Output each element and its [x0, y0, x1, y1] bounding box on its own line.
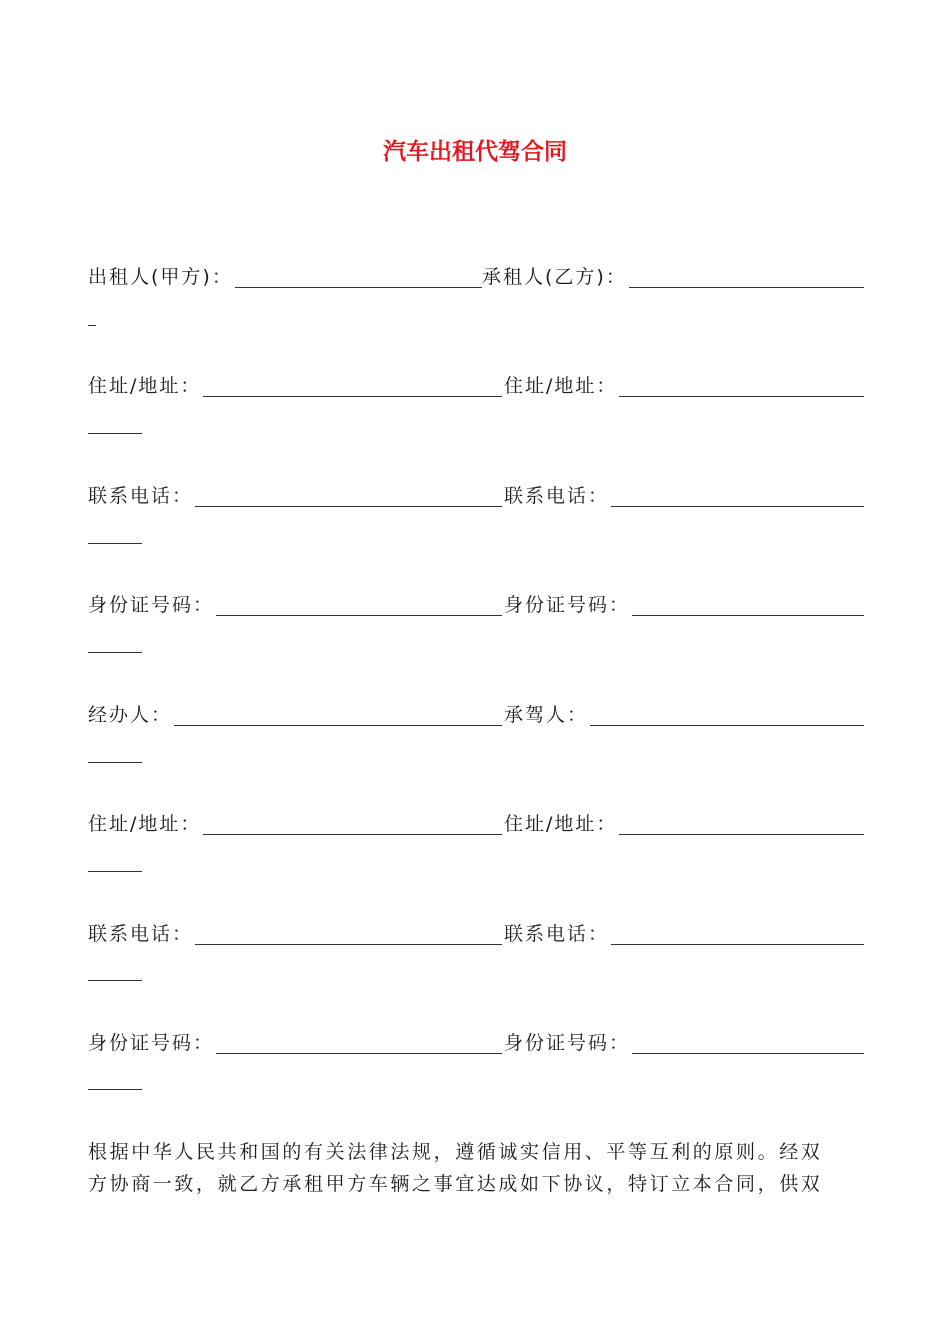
lessee-blank-line[interactable]: [629, 267, 864, 288]
agent-phone-label: 联系电话：: [88, 923, 194, 945]
agent-phone-field[interactable]: [88, 919, 502, 949]
agent-driver-row: [88, 700, 864, 730]
driver-phone-field[interactable]: [504, 919, 864, 949]
lessee-phone-label: 联系电话：: [504, 485, 610, 507]
driver-phone-label: 联系电话：: [504, 923, 610, 945]
phone-row-1: [88, 481, 864, 511]
party-row-lessor-lessee: [88, 262, 864, 292]
lessee-address-line-continuation: [88, 433, 142, 434]
document-title: 汽车出租代驾合同: [383, 139, 567, 165]
lessor-address-label: 住址/地址：: [88, 375, 202, 397]
id-row-2: [88, 1028, 864, 1058]
phone-row-2: [88, 919, 864, 949]
driver-address-label: 住址/地址：: [504, 813, 618, 835]
lessor-label: 出租人(甲方)：: [88, 266, 233, 288]
driver-id-blank-line[interactable]: [632, 1033, 864, 1054]
driver-phone-line-continuation: [88, 980, 142, 981]
lessor-phone-field[interactable]: [88, 481, 502, 511]
agent-address-field[interactable]: [88, 809, 502, 839]
lessee-id-label: 身份证号码：: [504, 594, 631, 616]
lessee-address-field[interactable]: [504, 371, 864, 401]
agent-label: 经办人：: [88, 704, 173, 726]
agent-id-blank-line[interactable]: [216, 1033, 502, 1054]
contract-preamble-paragraph: [88, 1136, 864, 1200]
lessor-phone-blank-line[interactable]: [195, 486, 502, 507]
lessee-id-line-continuation: [88, 652, 142, 653]
preamble-line-1: 根据中华人民共和国的有关法律法规，遵循诚实信用、平等互利的原则。经双: [88, 1141, 823, 1163]
lessor-id-label: 身份证号码：: [88, 594, 215, 616]
lessee-label: 承租人(乙方)：: [482, 266, 627, 288]
lessee-address-label: 住址/地址：: [504, 375, 618, 397]
agent-address-blank-line[interactable]: [203, 814, 502, 835]
driver-field[interactable]: [504, 700, 864, 730]
lessee-phone-blank-line[interactable]: [611, 486, 864, 507]
lessee-address-blank-line[interactable]: [619, 376, 864, 397]
lessee-phone-line-continuation: [88, 543, 142, 544]
agent-address-label: 住址/地址：: [88, 813, 202, 835]
lessee-field[interactable]: [482, 262, 864, 292]
driver-line-continuation: [88, 762, 142, 763]
lessee-phone-field[interactable]: [504, 481, 864, 511]
preamble-line-2: 方协商一致，就乙方承租甲方车辆之事宜达成如下协议，特订立本合同，供双: [88, 1173, 823, 1195]
lessor-address-field[interactable]: [88, 371, 502, 401]
driver-address-blank-line[interactable]: [619, 814, 864, 835]
agent-id-field[interactable]: [88, 1028, 502, 1058]
lessor-address-blank-line[interactable]: [203, 376, 502, 397]
lessee-id-field[interactable]: [504, 590, 864, 620]
lessee-id-blank-line[interactable]: [632, 595, 864, 616]
agent-phone-blank-line[interactable]: [195, 924, 502, 945]
driver-id-line-continuation: [88, 1089, 142, 1090]
address-row-2: [88, 809, 864, 839]
driver-label: 承驾人：: [504, 704, 589, 726]
lessor-field[interactable]: [88, 262, 482, 292]
lessee-blank-line-continuation: [88, 325, 96, 326]
agent-id-label: 身份证号码：: [88, 1032, 215, 1054]
driver-blank-line[interactable]: [590, 705, 864, 726]
id-row-1: [88, 590, 864, 620]
agent-blank-line[interactable]: [174, 705, 502, 726]
lessor-id-blank-line[interactable]: [216, 595, 502, 616]
lessor-blank-line[interactable]: [235, 267, 482, 288]
driver-phone-blank-line[interactable]: [611, 924, 864, 945]
lessor-phone-label: 联系电话：: [88, 485, 194, 507]
driver-address-field[interactable]: [504, 809, 864, 839]
lessor-id-field[interactable]: [88, 590, 502, 620]
agent-field[interactable]: [88, 700, 502, 730]
address-row-1: [88, 371, 864, 401]
driver-id-field[interactable]: [504, 1028, 864, 1058]
driver-address-line-continuation: [88, 871, 142, 872]
driver-id-label: 身份证号码：: [504, 1032, 631, 1054]
